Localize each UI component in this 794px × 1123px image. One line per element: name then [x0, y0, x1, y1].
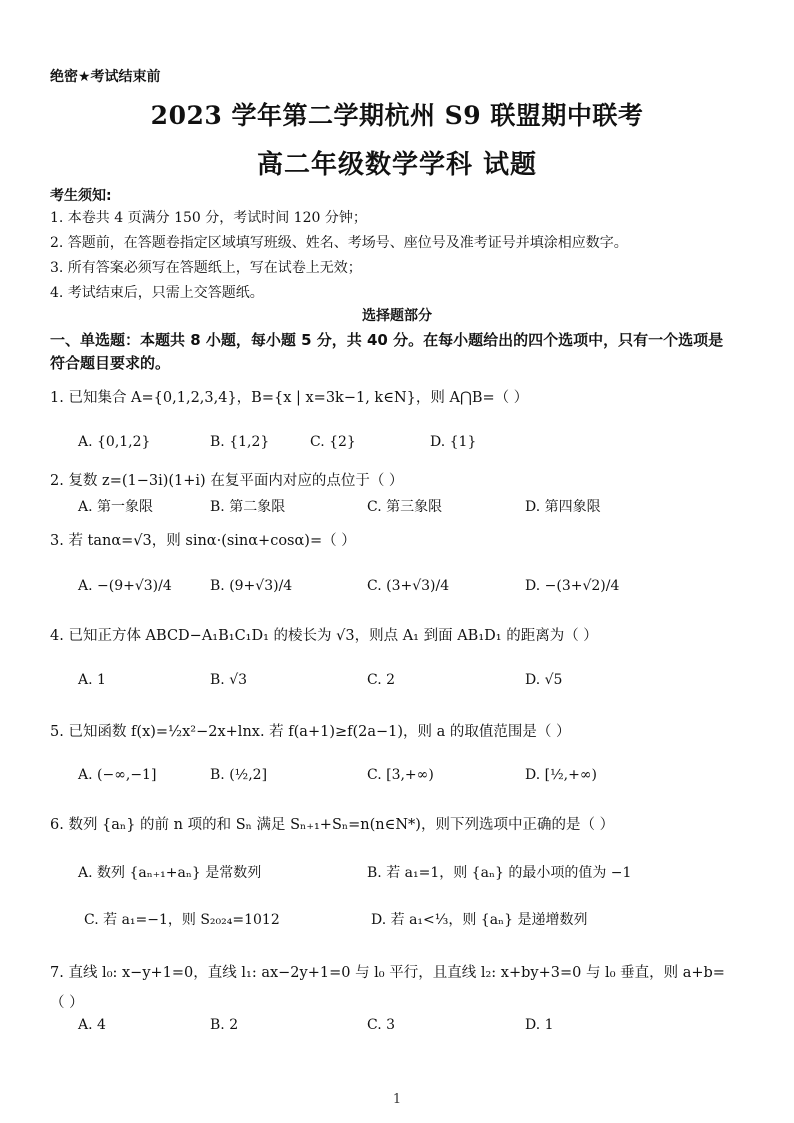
question-1-option-c: C. {2} [310, 434, 356, 450]
question-2-option-a: A. 第一象限 [78, 499, 154, 515]
notice-item: 3. 所有答案必须写在答题纸上，写在试卷上无效； [50, 260, 362, 276]
question-7-stem-cont: （ ） [50, 995, 84, 1011]
question-4-option-a: A. 1 [78, 672, 106, 688]
question-4-option-c: C. 2 [367, 672, 396, 688]
question-7-option-d: D. 1 [525, 1017, 554, 1033]
question-5-option-a: A. (−∞,−1] [78, 767, 157, 783]
question-2-option-c: C. 第三象限 [367, 499, 443, 515]
question-2-option-b: B. 第二象限 [210, 499, 286, 515]
notice-item: 2. 答题前，在答题卷指定区域填写班级、姓名、考场号、座位号及准考证号并填涂相应数字。 [50, 235, 628, 251]
question-1-stem: 1. 已知集合 A={0,1,2,3,4}，B={x | x=3k−1, k∈N}，则 A⋂B=（ ） [50, 390, 529, 406]
question-7-option-a: A. 4 [78, 1017, 106, 1033]
question-3-option-d: D. −(3+√2)/4 [525, 578, 620, 594]
question-5-option-c: C. [3,+∞) [367, 767, 434, 783]
question-1-option-d: D. {1} [430, 434, 477, 450]
part-heading-cont: 符合题目要求的。 [50, 354, 171, 372]
exam-subtitle: 高二年级数学学科 试题 [256, 150, 538, 180]
question-3-option-a: A. −(9+√3)/4 [78, 578, 172, 594]
question-6-option-b: B. 若 a₁=1，则 {aₙ} 的最小项的值为 −1 [367, 865, 632, 881]
question-6-option-a: A. 数列 {aₙ₊₁+aₙ} 是常数列 [78, 865, 262, 881]
exam-title: 2023 学年第二学期杭州 S9 联盟期中联考 [150, 101, 644, 130]
page-number: 1 [392, 1092, 402, 1107]
section-title: 选择题部分 [362, 308, 432, 324]
question-7-option-c: C. 3 [367, 1017, 396, 1033]
notice-item: 1. 本卷共 4 页满分 150 分，考试时间 120 分钟； [50, 210, 367, 226]
question-2-option-d: D. 第四象限 [525, 499, 601, 515]
notice-heading: 考生须知: [50, 188, 112, 204]
question-1-option-a: A. {0,1,2} [78, 434, 151, 450]
question-3-option-c: C. (3+√3)/4 [367, 578, 450, 594]
question-4-stem: 4. 已知正方体 ABCD−A₁B₁C₁D₁ 的棱长为 √3，则点 A₁ 到面 AB₁D₁ 的距离为（ ） [50, 628, 598, 644]
question-4-option-b: B. √3 [210, 672, 248, 688]
secret-mark: 绝密★考试结束前 [50, 69, 161, 85]
question-3-stem: 3. 若 tanα=√3，则 sinα·(sinα+cosα)=（ ） [50, 533, 356, 549]
question-7-stem: 7. 直线 l₀: x−y+1=0，直线 l₁: ax−2y+1=0 与 l₀ 平行，且直线 l₂: x+by+3=0 与 l₀ 垂直，则 a+b= [50, 965, 725, 981]
question-5-option-b: B. (½,2] [210, 767, 268, 783]
notice-item: 4. 考试结束后，只需上交答题纸。 [50, 285, 264, 301]
question-7-option-b: B. 2 [210, 1017, 239, 1033]
question-5-option-d: D. [½,+∞) [525, 767, 597, 783]
part-heading: 一、单选题：本题共 8 小题，每小题 5 分，共 40 分。在每小题给出的四个选项中，只有一个选项是 [50, 331, 724, 349]
question-6-stem: 6. 数列 {aₙ} 的前 n 项的和 Sₙ 满足 Sₙ₊₁+Sₙ=n(n∈N*)，则下列选项中正确的是（ ） [50, 817, 615, 833]
question-2-stem: 2. 复数 z=(1−3i)(1+i) 在复平面内对应的点位于（ ） [50, 473, 404, 489]
question-6-option-d: D. 若 a₁<⅓，则 {aₙ} 是递增数列 [371, 912, 588, 928]
question-5-stem: 5. 已知函数 f(x)=½x²−2x+lnx. 若 f(a+1)≥f(2a−1)，则 a 的取值范围是（ ） [50, 724, 571, 740]
question-3-option-b: B. (9+√3)/4 [210, 578, 293, 594]
question-4-option-d: D. √5 [525, 672, 563, 688]
question-1-option-b: B. {1,2} [210, 434, 270, 450]
question-6-option-c: C. 若 a₁=−1，则 S₂₀₂₄=1012 [84, 912, 280, 928]
